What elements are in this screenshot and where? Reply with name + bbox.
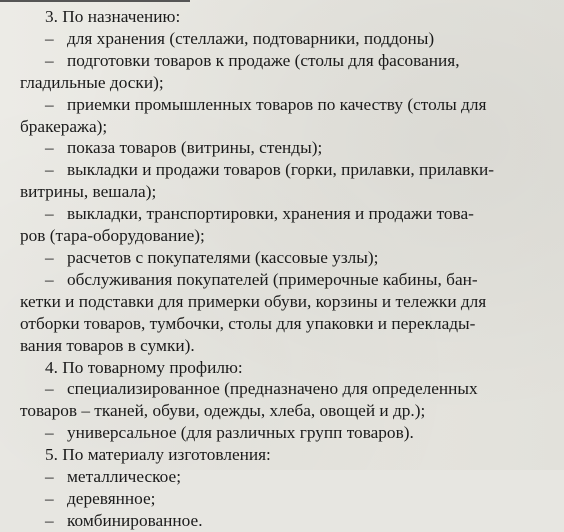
item-text: расчетов с покупателями (кассовые узлы); [67,247,379,267]
item-text: показа товаров (витрины, стенды); [67,138,323,158]
section-heading: 5. По материалу изготовления: [45,445,271,465]
continuation-line: бракеража); [20,116,108,136]
continuation-line: отборки товаров, тумбочки, столы для упаковки и переклады- [20,313,476,333]
item-text: металлическое; [67,467,181,487]
list-item [20,247,530,269]
dash-marker: – [45,423,54,443]
item-text: подготовки товаров к продаже (столы для фасования, [67,50,460,70]
list-item [20,137,530,159]
item-text: выкладки и продажи товаров (горки, прилавки, прилавки- [67,160,494,180]
list-item [20,422,530,444]
list-item [20,159,530,181]
section-heading: 3. По назначению: [45,7,181,26]
list-item [20,378,530,400]
item-text: выкладки, транспортировки, хранения и продажи това- [67,204,474,224]
list-item [20,269,530,291]
list-item [20,94,530,116]
list-item [20,203,530,225]
continuation-line: кетки и подставки для примерки обуви, корзины и тележки для [20,291,487,311]
dash-marker: – [45,488,54,508]
dash-marker: – [45,467,54,487]
list-item [20,510,530,532]
item-text: обслуживания покупателей (примерочные кабины, бан- [67,269,478,289]
dash-marker: – [45,269,54,289]
continuation-line: ров (тара-оборудование); [20,226,205,246]
dash-marker: – [45,94,54,114]
dash-marker: – [45,247,54,267]
top-rule [0,0,190,2]
section-heading: 4. По товарному профилю: [45,357,243,377]
dash-marker: – [45,379,54,399]
list-item [20,28,530,50]
item-text: специализированное (предназначено для определенных [67,379,478,399]
dash-marker: – [45,28,54,48]
dash-marker: – [45,510,54,530]
list-item [20,488,530,510]
dash-marker: – [45,204,54,224]
dash-marker: – [45,50,54,70]
item-text: для хранения (стеллажи, подтоварники, поддоны) [67,28,435,48]
list-item [20,466,530,488]
continuation-line: товаров – тканей, обуви, одежды, хлеба, овощей и др.); [20,401,426,421]
continuation-line: гладильные доски); [20,72,164,92]
text-block [20,6,530,532]
item-text: деревянное; [67,488,156,508]
continuation-line: витрины, вешала); [20,182,157,202]
dash-marker: – [45,138,54,158]
item-text: универсальное (для различных групп товаров). [67,423,414,443]
item-text: комбинированное. [67,510,203,530]
dash-marker: – [45,160,54,180]
continuation-line: вания товаров в сумки). [20,335,195,355]
item-text: приемки промышленных товаров по качеству (столы для [67,94,487,114]
list-item [20,50,530,72]
